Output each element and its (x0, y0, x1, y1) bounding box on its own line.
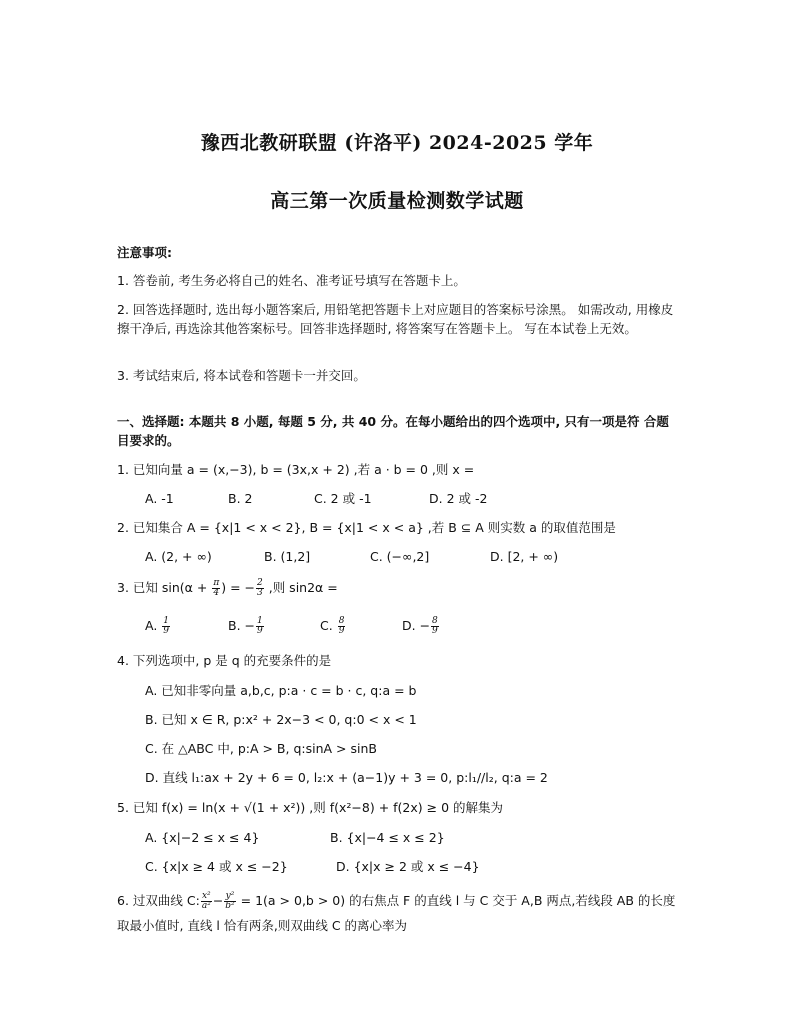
q4-option-d: D. 直线 l₁:ax + 2y + 6 = 0, l₂:x + (a−1)y + 3 = 0, p:l₁//l₂, q:a = 2 (145, 770, 548, 785)
q4-option-a: A. 已知非零向量 a,b,c, p:a · c = b · c, q:a = b (145, 683, 417, 698)
q2-option-b: B. (1,2] (264, 549, 311, 564)
notice-heading: 注意事项: (117, 245, 172, 260)
section1-heading: 一、选择题: 本题共 8 小题, 每题 5 分, 共 40 分。在每小题给出的四个选项中, 只有一项是符 合题目要求的。 (117, 414, 669, 448)
q6-stem (117, 891, 679, 911)
q6-stem-post: = 1(a > 0,b > 0) 的右焦点 F 的直线 l 与 C 交于 A,B 两点,若线段 AB 的长度 (236, 893, 676, 908)
q4-stem: 4. 下列选项中, p 是 q 的充要条件的是 (117, 653, 332, 668)
exam-title-line2: 高三第一次质量检测数学试题 (270, 190, 524, 212)
q6-frac-y2-over-b2: $\frac{\text{y²}}{\text{b²}}$ (225, 891, 235, 911)
q3-option-a: A. $\frac{1}{9}$ (145, 616, 170, 636)
q1-option-b: B. 2 (228, 491, 253, 506)
q3-stem-mid: ) = − (221, 580, 256, 595)
q3-option-d: D. − $\frac{8}{9}$ (402, 616, 438, 636)
exam-title-line1: 豫西北教研联盟 (许洛平) 2024-2025 学年 (200, 132, 594, 154)
q6-frac-x2-over-a2: $\frac{\text{x²}}{\text{a²}}$ (201, 891, 211, 911)
q6-minus: − (212, 893, 224, 908)
q4-option-c: C. 在 △ABC 中, p:A > B, q:sinA > sinB (145, 741, 377, 756)
q2-option-c: C. (−∞,2] (370, 549, 430, 564)
q5-option-d: D. {x|x ≥ 2 或 x ≤ −4} (336, 859, 480, 874)
q3-option-b: B. − $\frac{1}{9}$ (228, 616, 263, 636)
q3-stem-post: ,则 sin2α = (264, 580, 338, 595)
q1-stem: 1. 已知向量 a = (x,−3), b = (3x,x + 2) ,若 a · b = 0 ,则 x = (117, 462, 475, 477)
q5-option-b: B. {x|−4 ≤ x ≤ 2} (330, 830, 445, 845)
q5-option-c: C. {x|x ≥ 4 或 x ≤ −2} (145, 859, 288, 874)
q6-stem-line2: 取最小值时, 直线 l 恰有两条,则双曲线 C 的离心率为 (117, 918, 408, 933)
q3-stem (117, 578, 679, 598)
q3-frac-pi-over-4: $\frac{\pi}{4}$ (213, 578, 220, 598)
q2-option-d: D. [2, + ∞) (490, 549, 559, 564)
q4-option-b: B. 已知 x ∈ R, p:x² + 2x−3 < 0, q:0 < x < 1 (145, 712, 417, 727)
q3-stem-pre: 3. 已知 sin(α + (117, 580, 212, 595)
q5-option-a: A. {x|−2 ≤ x ≤ 4} (145, 830, 260, 845)
q1-option-c: C. 2 或 -1 (314, 491, 372, 506)
q3-frac-2-over-3: $\frac{2}{3}$ (257, 578, 263, 598)
notice-item-1: 1. 答卷前, 考生务必将自己的姓名、准考证号填写在答题卡上。 (117, 273, 466, 288)
notice-item-3: 3. 考试结束后, 将本试卷和答题卡一并交回。 (117, 368, 366, 383)
q3-option-c: C. $\frac{8}{9}$ (320, 616, 345, 636)
q1-option-a: A. -1 (145, 491, 174, 506)
q5-stem: 5. 已知 f(x) = ln(x + √(1 + x²)) ,则 f(x²−8) + f(2x) ≥ 0 的解集为 (117, 800, 503, 815)
notice-item-2: 2. 回答选择题时, 选出每小题答案后, 用铅笔把答题卡上对应题目的答案标号涂黑。 如需改动, 用橡皮擦干净后, 再选涂其他答案标号。回答非选择题时, 将答案写在答题卡上。 写在本试卷上无效。 (117, 302, 674, 336)
q2-stem: 2. 已知集合 A = {x|1 < x < 2}, B = {x|1 < x < a} ,若 B ⊆ A 则实数 a 的取值范围是 (117, 520, 616, 535)
q6-stem-pre: 6. 过双曲线 C: (117, 893, 200, 908)
q1-option-d: D. 2 或 -2 (429, 491, 488, 506)
q2-option-a: A. (2, + ∞) (145, 549, 212, 564)
